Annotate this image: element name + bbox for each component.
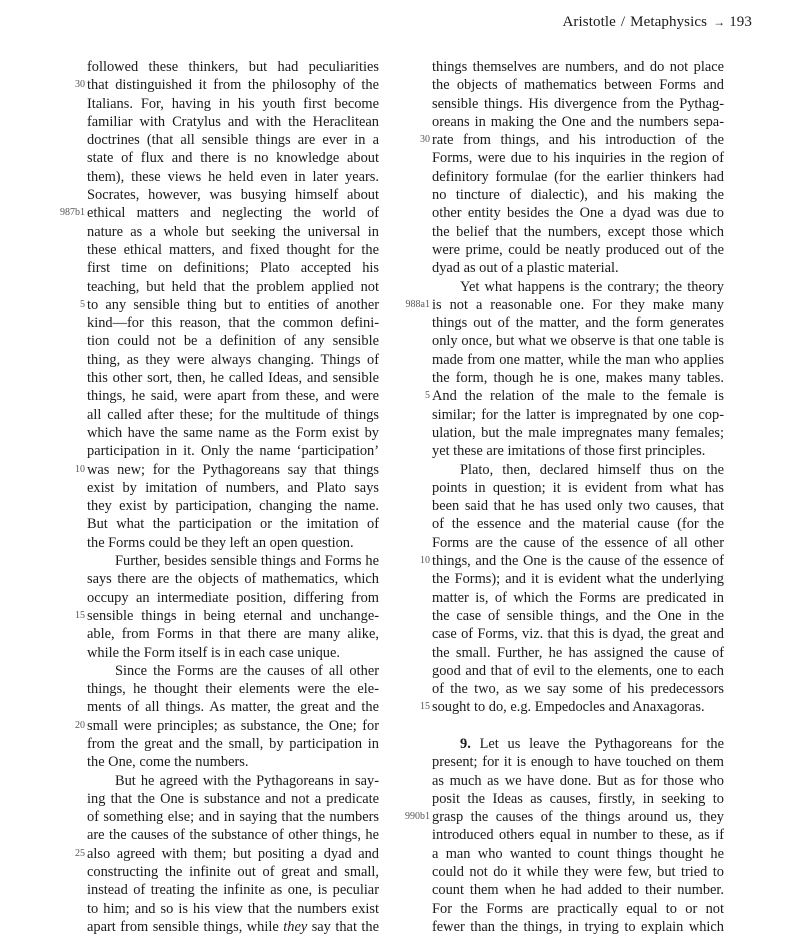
- text-line: [432, 186, 724, 204]
- text-line: [432, 845, 724, 863]
- line-text: fewer than the things, in trying to explain which: [432, 918, 724, 935]
- line-text: rate from things, and his introduction of the: [432, 132, 724, 149]
- line-text: as much as we have done. But as for those who: [432, 772, 724, 789]
- line-text: Plato, then, declared himself thus on the: [460, 461, 724, 478]
- text-line: [432, 881, 724, 899]
- line-text: could not do it while they were few, but tried to: [432, 864, 724, 881]
- text-line: [87, 662, 379, 680]
- text-line: [87, 790, 379, 808]
- text-line: [87, 95, 379, 113]
- text-line: [75, 461, 379, 479]
- section-number: 9.: [460, 735, 471, 752]
- line-marker: 15: [75, 609, 85, 621]
- text-line: [87, 570, 379, 588]
- line-text: able, from Forms in that there are many alike,: [87, 626, 379, 643]
- text-line: [87, 406, 379, 424]
- line-text: first time on definitions; Plato accepted his: [87, 260, 379, 277]
- line-text: all called after these; for the multitude of things: [87, 406, 379, 423]
- text-line: [432, 461, 724, 479]
- line-text: only once, but what we observe is that one table is: [432, 333, 724, 350]
- line-text: tion could not be a definition of any sensible: [87, 333, 379, 350]
- line-text: Socrates, however, was busying himself about: [87, 187, 379, 204]
- line-text: followed these thinkers, but had peculiarities: [87, 59, 379, 75]
- text-line: [87, 223, 379, 241]
- line-text: But he agreed with the Pythagoreans in say-: [115, 772, 379, 789]
- line-text: apart from sensible things, while: [87, 918, 284, 935]
- text-line: [87, 442, 379, 460]
- line-text: Forms, were due to his inquiries in the region of: [432, 150, 724, 167]
- text-line: [87, 58, 379, 76]
- text-line: [87, 900, 379, 918]
- arrow-icon: →: [713, 15, 726, 29]
- text-line: [405, 296, 724, 314]
- text-line: [432, 826, 724, 844]
- line-marker: 5: [80, 298, 85, 310]
- line-marker: 988a1: [405, 298, 430, 310]
- line-text: instead of treating the infinite as one, is peculiar: [87, 882, 379, 899]
- line-text: kind—for this reason, that the common defini-: [87, 315, 379, 332]
- line-text: them), these views he held even in later years.: [87, 168, 379, 185]
- text-line: [432, 406, 724, 424]
- text-line: [87, 369, 379, 387]
- line-text: say that the: [307, 918, 379, 935]
- text-line: [432, 369, 724, 387]
- text-line: [432, 424, 724, 442]
- line-text: the objects of mathematics between Forms and: [432, 77, 724, 94]
- running-head: [42, 14, 752, 31]
- line-text: definitory formulae (for the earlier thinkers had: [432, 168, 724, 185]
- text-line: [432, 497, 724, 515]
- line-text: teaching, but held that the problem applied not: [87, 278, 379, 295]
- line-marker: 15: [420, 701, 430, 713]
- line-text: Forms are the cause of the essence of all other: [432, 534, 724, 551]
- text-line: [432, 204, 724, 222]
- text-line: [75, 717, 379, 735]
- line-text: were prime, could be neatly produced out of the: [432, 241, 724, 258]
- line-text: things, he thought their elements were the ele-: [87, 681, 379, 698]
- text-line: [432, 589, 724, 607]
- text-line: [87, 772, 379, 790]
- text-line: [432, 918, 724, 936]
- text-line: [432, 607, 724, 625]
- text-line: [87, 625, 379, 643]
- line-text: For the Forms are practically equal to or not: [432, 900, 724, 917]
- line-text: things, and the One is the cause of the essence of: [432, 553, 724, 570]
- line-text: that distinguished it from the philosophy of the: [87, 77, 379, 94]
- line-text: a man who wanted to count things thought he: [432, 845, 724, 862]
- line-text: Italians. For, having in his youth first become: [87, 95, 379, 112]
- text-line: [432, 113, 724, 131]
- line-text: been said that he has used only two causes, that: [432, 498, 724, 515]
- text-line: [432, 753, 724, 771]
- line-text: good and that of evil to the elements, one to each: [432, 662, 724, 679]
- header-title: Metaphysics: [630, 14, 708, 30]
- text-line: [87, 808, 379, 826]
- text-line: [432, 479, 724, 497]
- line-text: sensible things. His divergence from the Pythag-: [432, 95, 724, 112]
- text-line: [87, 735, 379, 753]
- line-text: says there are the objects of mathematics, which: [87, 571, 379, 588]
- text-line: [432, 223, 724, 241]
- line-text: no tincture of dialectic), and his making the: [432, 187, 724, 204]
- text-line: [420, 698, 724, 716]
- text-line: [75, 76, 379, 94]
- text-line: [87, 644, 379, 662]
- text-line: [87, 698, 379, 716]
- text-line: [87, 332, 379, 350]
- page-number: 193: [729, 14, 752, 30]
- line-text: the form, though he is one, makes many tables.: [432, 370, 724, 387]
- text-line: [432, 735, 724, 753]
- text-line: [87, 259, 379, 277]
- text-line: [432, 772, 724, 790]
- text-line: [87, 881, 379, 899]
- line-text: the case of sensible things, and the One in the: [432, 607, 724, 624]
- text-line: [87, 552, 379, 570]
- line-text: dyad as out of a plastic material.: [432, 260, 619, 277]
- line-text: familiar with Cratylus and with the Heraclitean: [87, 113, 379, 130]
- line-text: the One, come the numbers.: [87, 754, 249, 771]
- line-text: yet these are imitations of those first principles.: [432, 443, 706, 460]
- text-line: [87, 131, 379, 149]
- line-text: things themselves are numbers, and do not place: [432, 59, 724, 75]
- text-line: [87, 149, 379, 167]
- line-text: But what the participation or the imitation of: [87, 516, 379, 533]
- line-text: constructing the infinite out of great and small,: [87, 864, 379, 881]
- line-marker: 30: [75, 79, 85, 91]
- left-column: [60, 58, 379, 936]
- line-text: the Forms); and it is evident what the underlying: [432, 571, 724, 588]
- line-text: occupy an intermediate position, differing from: [87, 589, 379, 606]
- line-text: And the relation of the male to the female is: [432, 388, 724, 405]
- text-line: [87, 826, 379, 844]
- text-line: [432, 863, 724, 881]
- line-marker: 10: [420, 555, 430, 567]
- text-line: [75, 607, 379, 625]
- line-text: oreans in making the One and the numbers sepa-: [432, 113, 724, 130]
- line-text: the small. Further, he has assigned the cause of: [432, 644, 724, 661]
- line-text: ulation, but the male impregnates many females;: [432, 424, 724, 441]
- line-text: state of flux and there is no knowledge about: [87, 150, 379, 167]
- line-text: small were principles; as substance, the One; for: [87, 717, 379, 734]
- line-text: exist by imitation of numbers, and Plato says: [87, 479, 379, 496]
- text-line: [432, 515, 724, 533]
- header-author: Aristotle: [562, 14, 616, 30]
- text-line: [432, 259, 724, 277]
- text-line: [87, 278, 379, 296]
- text-line: [87, 515, 379, 533]
- text-line: [80, 296, 379, 314]
- line-marker: 987b1: [60, 207, 85, 219]
- line-text: present; for it is enough to have touched on them: [432, 754, 724, 771]
- text-line: [87, 113, 379, 131]
- line-text: matter is, of which the Forms are predicated in: [432, 589, 724, 606]
- text-line: [432, 625, 724, 643]
- text-line: [87, 589, 379, 607]
- line-text: doctrines (that all sensible things are ever in a: [87, 132, 379, 149]
- text-line: [432, 149, 724, 167]
- text-line: [87, 918, 379, 936]
- text-line: [432, 570, 724, 588]
- text-line: [87, 680, 379, 698]
- text-line: [432, 314, 724, 332]
- text-line: [87, 241, 379, 259]
- line-text: similar; for the latter is impregnated by one cop-: [432, 406, 724, 423]
- text-line: [432, 442, 724, 460]
- text-line: [432, 644, 724, 662]
- line-text: points in question; it is evident from what has: [432, 479, 724, 496]
- line-text: of the two, as we say some of his predecessors: [432, 681, 724, 698]
- text-line: [432, 680, 724, 698]
- text-line: [87, 387, 379, 405]
- line-text: participation in it. Only the name ‘participation’: [87, 443, 379, 460]
- line-marker: 20: [75, 719, 85, 731]
- text-line: [432, 168, 724, 186]
- line-text: ethical matters and neglecting the world of: [87, 205, 379, 222]
- line-text: posit the Ideas as causes, firstly, in seeking to: [432, 790, 724, 807]
- line-text: to him; and so is his view that the numbers exist: [87, 900, 379, 917]
- text-line: [75, 845, 379, 863]
- line-marker: 25: [75, 847, 85, 859]
- blank-line: [432, 717, 724, 735]
- line-text: these ethical matters, and fixed thought for the: [87, 241, 379, 258]
- line-text: of the essence and the material cause (for the: [432, 516, 724, 533]
- line-text: ments of all things. As matter, the great and the: [87, 699, 379, 716]
- line-text: while the Form itself is in each case unique.: [87, 644, 340, 661]
- line-text: Further, besides sensible things and Forms he: [115, 553, 379, 570]
- line-text: of something else; and in saying that the numbers: [87, 809, 379, 826]
- text-line: [432, 58, 724, 76]
- line-text: Since the Forms are the causes of all other: [115, 662, 379, 679]
- line-text: made from one matter, while the man who applies: [432, 351, 724, 368]
- text-line: [87, 186, 379, 204]
- line-text: thing, as they were always changing. Things of: [87, 351, 379, 368]
- line-text: things out of the matter, and the form generates: [432, 315, 724, 332]
- line-text: grasp the causes of the things around us, they: [432, 809, 724, 826]
- line-text: the belief that the numbers, except those which: [432, 223, 724, 240]
- text-line: [432, 278, 724, 296]
- line-text: ing that the One is substance and not a predicate: [87, 790, 379, 807]
- text-line: [432, 662, 724, 680]
- line-text: other entity besides the One a dyad was due to: [432, 205, 724, 222]
- text-line: [87, 424, 379, 442]
- text-line: [432, 76, 724, 94]
- text-line: [432, 790, 724, 808]
- text-line: [87, 168, 379, 186]
- right-column: [405, 58, 724, 936]
- line-text: from the great and the small, by participation in: [87, 735, 379, 752]
- line-marker: 30: [420, 134, 430, 146]
- line-marker: 990b1: [405, 811, 430, 823]
- text-line: [87, 863, 379, 881]
- text-line: [432, 900, 724, 918]
- line-text: things, he said, were apart from these, and were: [87, 388, 379, 405]
- text-line: [420, 131, 724, 149]
- line-text: also agreed with them; but positing a dyad and: [87, 845, 379, 862]
- line-text: to any sensible thing but to entities of another: [87, 296, 379, 313]
- text-line: [87, 479, 379, 497]
- line-text: sensible things in being eternal and unchange-: [87, 607, 379, 624]
- text-line: [432, 332, 724, 350]
- text-line: [87, 351, 379, 369]
- line-text: nature as a whole but seeking the universal in: [87, 223, 379, 240]
- text-line: [432, 241, 724, 259]
- line-text: they exist by participation, changing the name.: [87, 498, 379, 515]
- text-line: [432, 351, 724, 369]
- header-separator: /: [620, 14, 626, 30]
- line-text: the Forms could be they left an open question.: [87, 534, 354, 551]
- line-text: introduced others equal in number to these, as if: [432, 827, 724, 844]
- line-text: which have the same name as the Form exist by: [87, 424, 379, 441]
- text-line: [60, 204, 379, 222]
- line-text: are the causes of the substance of other things, he: [87, 827, 379, 844]
- line-text: is not a reasonable one. For they make many: [432, 296, 724, 313]
- line-marker: 5: [425, 390, 430, 402]
- text-line: [432, 95, 724, 113]
- line-text: this other sort, then, he called Ideas, and sensible: [87, 370, 379, 387]
- line-text: case of Forms, viz. that this is dyad, the great and: [432, 626, 724, 643]
- line-text: Yet what happens is the contrary; the theory: [460, 278, 724, 295]
- text-line: [420, 552, 724, 570]
- line-marker: 10: [75, 463, 85, 475]
- text-line: [432, 534, 724, 552]
- italic-word: they: [283, 918, 308, 935]
- line-text: count them when he had added to their number.: [432, 882, 724, 899]
- text-line: [87, 314, 379, 332]
- text-line: [405, 808, 724, 826]
- line-text: was new; for the Pythagoreans say that things: [87, 461, 379, 478]
- line-text: Let us leave the Pythagoreans for the: [470, 735, 724, 752]
- text-line: [425, 387, 724, 405]
- text-line: [87, 534, 379, 552]
- line-text: sought to do, e.g. Empedocles and Anaxagoras.: [432, 699, 705, 716]
- text-line: [87, 753, 379, 771]
- text-line: [87, 497, 379, 515]
